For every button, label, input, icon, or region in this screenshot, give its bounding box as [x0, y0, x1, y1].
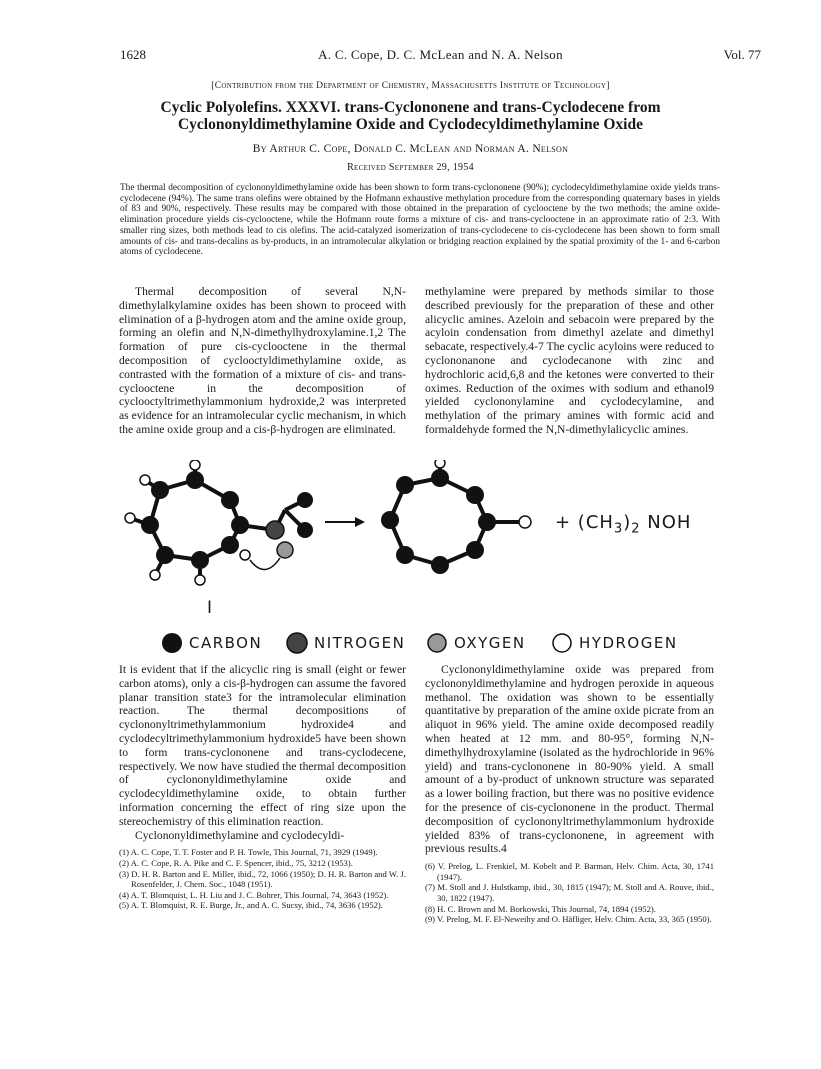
reaction-arrowhead [355, 517, 365, 527]
footnote: (7) M. Stoll and J. Hulstkamp, ibid., 30, 1815 (1947); M. Stoll and A. Rouve, ibid., 30, 1822 (1947). [425, 882, 714, 903]
discussion-paragraph-2: Cyclononyldimethylamine and cyclodecyldi- [135, 828, 345, 842]
legend-carbon-label: CARBON [189, 634, 263, 652]
footnote: (5) A. T. Blomquist, R. E. Burge, Jr., and A. C. Sucsy, ibid., 74, 3636 (1952). [119, 900, 383, 911]
legend-nitrogen [286, 632, 405, 654]
formula-sub-2: 2 [631, 521, 641, 537]
left-column-top [119, 285, 406, 437]
atom-legend [161, 632, 721, 656]
left-column-bottom [119, 663, 406, 911]
oxygen-swatch-icon [426, 632, 448, 654]
legend-oxygen [426, 632, 526, 654]
hydrogen-swatch-icon [551, 632, 573, 654]
page-number: 1628 [120, 47, 146, 62]
footnote: (2) A. C. Cope, R. A. Pike and C. F. Spencer, ibid., 75, 3212 (1953). [119, 857, 353, 868]
formula-part-3: NOH [640, 512, 692, 533]
footnote: (4) A. T. Blomquist, L. H. Liu and J. C. Bohrer, This Journal, 74, 3643 (1952). [119, 889, 389, 900]
legend-hydrogen [551, 632, 678, 654]
footnote: (1) A. C. Cope, T. T. Foster and P. H. Towle, This Journal, 71, 3929 (1949). [119, 847, 378, 858]
formula-part-1: + (CH [555, 512, 614, 533]
running-head [120, 47, 761, 65]
footnote: (3) D. H. R. Barton and E. Miller, ibid., 72, 1066 (1950); D. H. R. Barton and W. J. Rosenfelder, J. Chem. Soc., 1048 (1951). [119, 868, 406, 890]
running-authors: A. C. Cope, D. C. McLean and N. A. Nelson [318, 47, 563, 62]
title-line-1: Cyclic Polyolefins. XXXVI. trans-Cyclononene and trans-Cyclodecene from [160, 99, 661, 116]
nitrogen-swatch-icon [286, 632, 308, 654]
carbon-swatch-icon [161, 632, 183, 654]
formula-sub-1: 3 [613, 521, 624, 537]
right-column-top [425, 285, 714, 437]
nitrogen-atom [266, 521, 284, 539]
footnote: (6) V. Prelog, L. Frenkiel, M. Kobelt and P. Barman, Helv. Chim. Acta, 30, 1741 (1947). [425, 861, 714, 882]
formula-part-2: ) [623, 512, 632, 533]
byline: By Arthur C. Cope, Donald C. McLean and Norman A. Nelson [252, 143, 569, 155]
structure-label: I [207, 598, 213, 618]
footnote: (8) H. C. Brown and M. Borkowski, This Journal, 74, 1894 (1952). [425, 903, 656, 914]
legend-nitrogen-label: NITROGEN [314, 634, 406, 652]
volume-label: Vol. 77 [723, 47, 761, 62]
title-line-2: Cyclononyldimethylamine Oxide and Cyclodecyldimethylamine Oxide [177, 116, 643, 133]
legend-carbon [161, 632, 262, 654]
methods-paragraph: methylamine were prepared by methods similar to those described previously for the preparation of these and other alicyclic amines. Azeloin and sebacoin were prepared by the acyloin condensation from dimethyl azelate and dimethyl sebacate, respectively.4-7 The cyclic acyloins were reduced to cyclononanone and cyclodecanone with zinc and hydrochloric acid,6,8 and the ketones were converted to their oximes. Reduction of the oximes with sodium and ethanol9 yielded cyclononylamine and cyclodecylamine, and methylation of the primary amines with formic acid and formaldehyde formed the N,N-dimethylalicyclic amines. [425, 285, 714, 436]
received-date: Received September 29, 1954 [347, 162, 474, 173]
abstract: The thermal decomposition of cyclononyldimethylamine oxide has been shown to form trans-cyclononene (90%); cyclodecyldimethylamine oxide yields trans-cyclodecene (94%). The same trans olefins were obtained by the Hofmann exhaustive methylation procedure from the corresponding quaternary bases in yields of 83 and 90%, respectively. These results may be compared with those obtained in the preparation of cyclooctene by the two methods; the amine oxide-elimination procedure yields cis-cyclooctene, while the Hofmann route forms a mixture of cis- and trans-cyclooctene in an approximate ratio of 2:3. With smaller ring sizes, both methods lead to cis olefins. The acid-catalyzed isomerization of trans-cyclodecene to cis-cyclodecene has been shown to form small amounts of cis- and trans-decalins as by-products, in an intramolecular alkylation or bridging reaction explained by the spatial proximity of the 1- and 6-carbon atoms of cyclodecene. [120, 183, 720, 258]
intro-paragraph: Thermal decomposition of several N,N-dimethylalkylamine oxides has been shown to proceed with elimination of a β-hydrogen atom and the amine oxide group, forming an olefin and N,N-dimethylhydroxylamine.1,2 The formation of pure cis-cyclooctene in the thermal decomposition of cyclooctyldimethylamine oxide, as contrasted with the formation of a mixture of cis- and trans-cyclooctene in the decomposition of cyclooctyltrimethylammonium hydroxide,2 was interpreted as evidence for an intramolecular cyclic mechanism, in which the amine oxide group and a cis-β-hydrogen are eliminated. [119, 285, 406, 436]
reaction-diagram [115, 460, 735, 620]
reaction-figure [115, 460, 735, 660]
results-paragraph: Cyclononyldimethylamine oxide was prepared from cyclononyldimethylamine and hydrogen peroxide in aqueous methanol. The oxidation was shown to be essentially quantitative by preparation of the amine oxide picrate from an aliquot in 96% yield. The amine oxide decomposed readily when heated at 12 mm. and 80-95°, forming N,N-dimethylhydroxylamine (isolated as the hydrochloride in 96% yield) and trans-cyclononene in 80-90% yield. A small amount of a by-product of unknown structure was separated as a lower boiling fraction, but there was no positive evidence for the presence of cis-cyclononene in the product. Thermal decomposition of cyclononyltrimethylammonium hydroxide yielded 83% of trans-cyclononene, in agreement with previous results.4 [425, 663, 714, 856]
footnotes-left [119, 847, 406, 911]
article-title [100, 99, 721, 133]
legend-hydrogen-label: HYDROGEN [579, 634, 678, 652]
byproduct-formula [555, 512, 691, 537]
footnotes-right [425, 861, 714, 925]
oxygen-atom [277, 542, 293, 558]
discussion-paragraph: It is evident that if the alicyclic ring is small (eight or fewer carbon atoms), only a cis-β-hydrogen can assume the favored planar transition state3 for the intramolecular elimination reaction. The thermal decompositions of cyclononyltrimethylammonium hydroxide4 and cyclodecyltrimethylammonium hydroxide5 have been shown to form trans-cyclononene and trans-cyclodecene, respectively. We now have studied the thermal decomposition of cyclononyldimethylamine oxide and cyclodecyldimethylamine oxide, to obtain further information concerning the effect of ring size upon the stereochemistry of this elimination reaction. [119, 663, 406, 828]
legend-oxygen-label: OXYGEN [454, 634, 526, 652]
footnote: (9) V. Prelog, M. F. El-Neweihy and O. Häfliger, Helv. Chim. Acta, 33, 365 (1950). [425, 914, 712, 925]
right-column-bottom [425, 663, 714, 925]
product-carbons [381, 469, 496, 574]
contribution-line: [Contribution from the Department of Chemistry, Massachusetts Institute of Technology] [211, 81, 610, 91]
electron-arrow [250, 558, 280, 570]
